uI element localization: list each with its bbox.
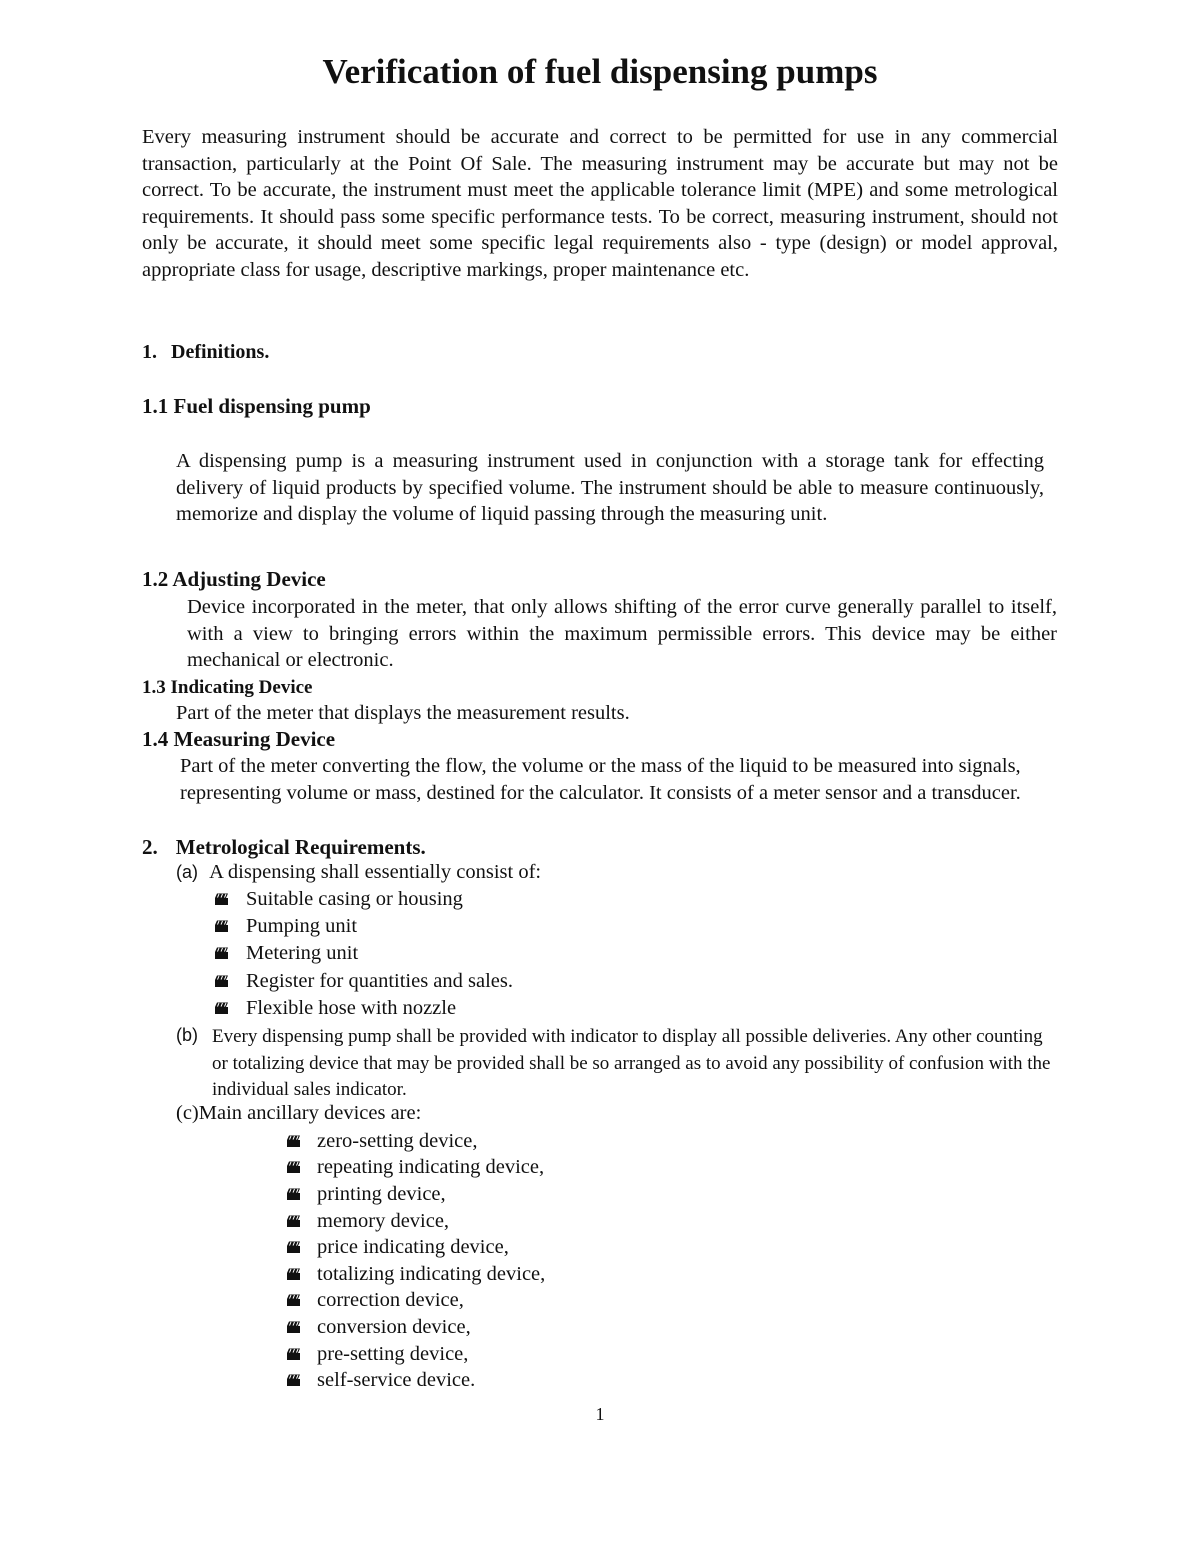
requirement-b-label: (b) xyxy=(176,1025,198,1045)
page-number: 1 xyxy=(595,1404,605,1424)
clapperboard-icon xyxy=(286,1321,301,1334)
clapperboard-icon xyxy=(286,1188,301,1201)
list-item: Register for quantities and sales. xyxy=(214,968,513,995)
list-item: price indicating device, xyxy=(286,1234,545,1261)
section-2-title: Metrological Requirements. xyxy=(175,835,426,859)
clapperboard-icon xyxy=(286,1161,301,1174)
requirement-a-label: (a) xyxy=(176,862,198,882)
list-item: totalizing indicating device, xyxy=(286,1261,545,1288)
definition-1-1-text: A dispensing pump is a measuring instrument used in conjunction with a storage tank for effecting delivery of liquid products by specified volume. The instrument should be able to measure continuously, memorize and display the volume of liquid passing through the measuring unit. xyxy=(176,450,1044,525)
clapperboard-icon xyxy=(286,1215,301,1228)
definition-1-4-text: Part of the meter converting the flow, the volume or the mass of the liquid to be measured into signals, representing volume or mass, destined for the calculator. It consists of a meter sensor and a transducer. xyxy=(180,755,1021,804)
page-title: Verification of fuel dispensing pumps xyxy=(322,52,878,91)
definition-1-3-text: Part of the meter that displays the measurement results. xyxy=(176,702,630,724)
component-list xyxy=(214,886,513,1022)
requirement-a xyxy=(176,861,541,884)
definition-1-4-heading: 1.4 Measuring Device xyxy=(142,727,336,751)
clapperboard-icon xyxy=(286,1348,301,1361)
list-item: Suitable casing or housing xyxy=(214,886,513,913)
section-2-heading xyxy=(142,835,426,860)
list-item: repeating indicating device, xyxy=(286,1155,545,1182)
clapperboard-icon xyxy=(286,1135,301,1148)
definition-1-2-text: Device incorporated in the meter, that only allows shifting of the error curve generally parallel to itself, with a view to bringing errors within the maximum permissible errors. This device may be either mechanical or electronic. xyxy=(187,596,1057,671)
clapperboard-icon xyxy=(286,1374,301,1387)
section-1-heading xyxy=(142,341,269,364)
section-2-number: 2. xyxy=(142,835,158,859)
intro-paragraph: Every measuring instrument should be accurate and correct to be permitted for use in any commercial transaction, particularly at the Point Of Sale. The measuring instrument may be accurate but may not be correct. To be accurate, the instrument must meet the applicable tolerance limit (MPE) and some metrological requirements. It should pass some specific performance tests. To be correct, measuring instrument, should not only be accurate, it should meet some specific legal requirements also - type (design) or model approval, appropriate class for usage, descriptive markings, proper maintenance etc. xyxy=(142,126,1058,281)
clapperboard-icon xyxy=(286,1241,301,1254)
clapperboard-icon xyxy=(214,975,229,988)
list-item: zero-setting device, xyxy=(286,1128,545,1155)
ancillary-device-list xyxy=(286,1128,545,1394)
list-item: pre-setting device, xyxy=(286,1341,545,1368)
clapperboard-icon xyxy=(214,920,229,933)
section-1-title: Definitions. xyxy=(171,341,270,363)
definition-1-2-heading: 1.2 Adjusting Device xyxy=(142,567,326,591)
requirement-a-text: A dispensing shall essentially consist of: xyxy=(209,861,542,883)
section-1-number: 1. xyxy=(142,341,157,363)
list-item: printing device, xyxy=(286,1181,545,1208)
clapperboard-icon xyxy=(286,1294,301,1307)
requirement-b-text: Every dispensing pump shall be provided with indicator to display all possible deliveries. Any other counting or totalizing device that may be provided shall be so arranged as to avoid any possibility of confusion with the individual sales indicator. xyxy=(212,1026,1051,1100)
list-item: Pumping unit xyxy=(214,913,513,940)
clapperboard-icon xyxy=(214,1002,229,1015)
list-item: correction device, xyxy=(286,1288,545,1315)
list-item: memory device, xyxy=(286,1208,545,1235)
clapperboard-icon xyxy=(214,893,229,906)
list-item: Metering unit xyxy=(214,940,513,967)
requirement-c-text: (c)Main ancillary devices are: xyxy=(176,1102,422,1124)
list-item: conversion device, xyxy=(286,1314,545,1341)
list-item: self-service device. xyxy=(286,1367,545,1394)
definition-1-3-heading: 1.3 Indicating Device xyxy=(142,677,313,698)
clapperboard-icon xyxy=(286,1268,301,1281)
definition-1-1-heading: 1.1 Fuel dispensing pump xyxy=(142,394,371,418)
clapperboard-icon xyxy=(214,947,229,960)
list-item: Flexible hose with nozzle xyxy=(214,995,513,1022)
